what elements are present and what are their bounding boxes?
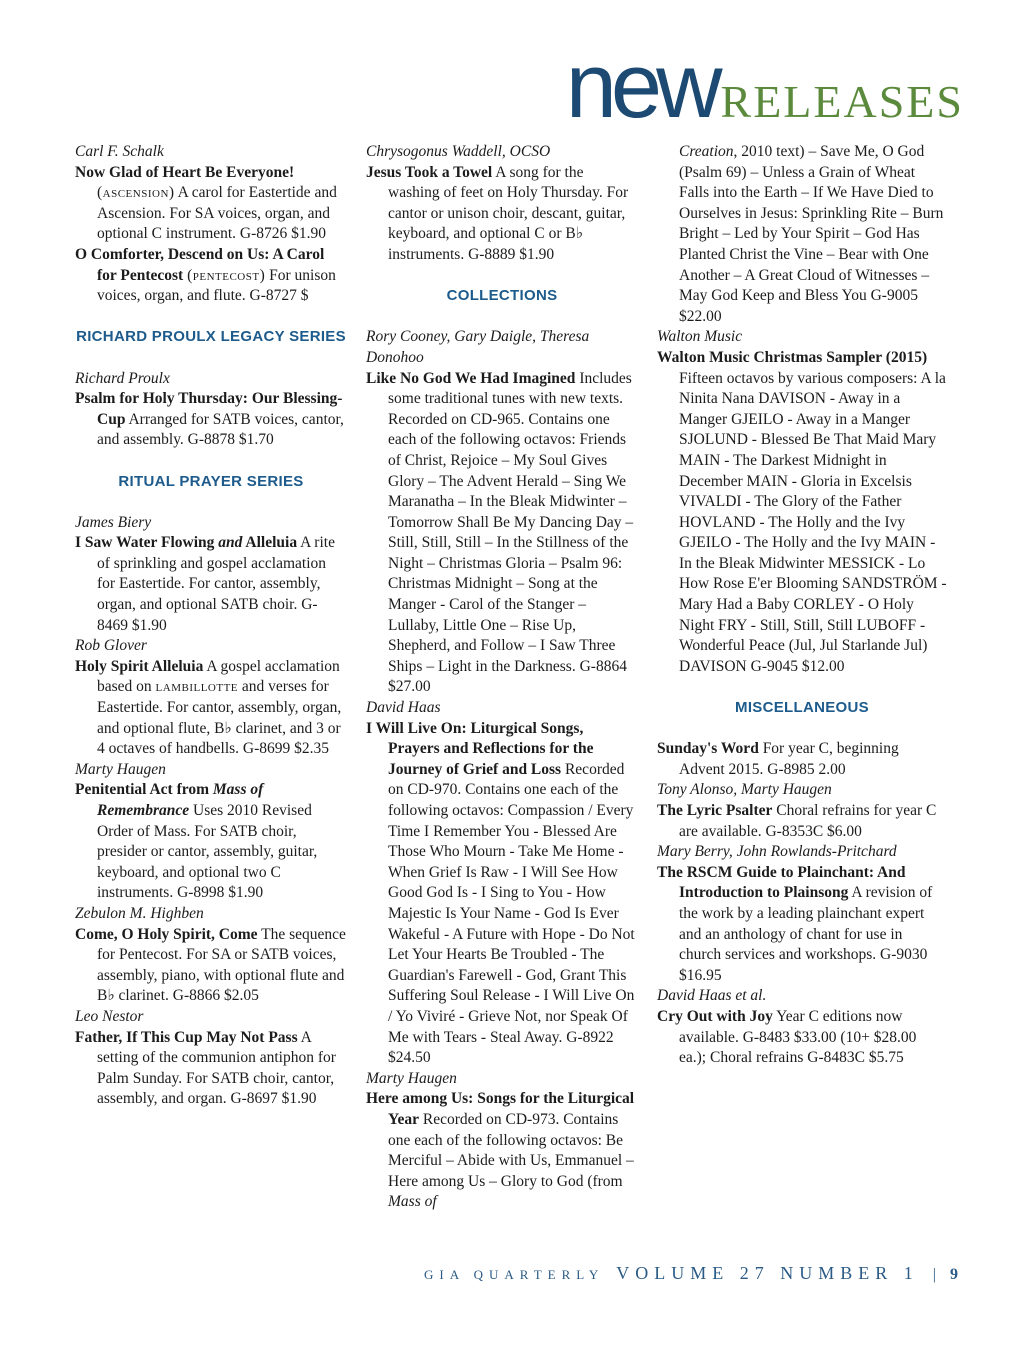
- text-run: The sequence for Pentecost. For SA or SATB voices, assembly, piano, with optional flute and B♭ clarinet. G-8866 $2.05: [97, 925, 346, 1005]
- text-run: Recorded on CD-973. Contains one each of the following octavos: Be Merciful – Abide with Us, Emmanuel – Here among Us – Glory to God (from: [388, 1110, 634, 1190]
- text-run: I Saw Water Flowing: [75, 534, 219, 552]
- author-name: Walton Music: [657, 328, 743, 346]
- author-name: Tony Alonso, Marty Haugen: [657, 781, 832, 799]
- small-caps-text: (pentecost): [187, 266, 266, 284]
- text-run: O Comforter, Descend on Us: A Carol for Pentecost: [75, 245, 325, 284]
- release-entry: [657, 801, 947, 842]
- author-name: Carl F. Schalk: [75, 143, 164, 160]
- column-1: [75, 142, 347, 1110]
- footer-volume: VOLUME 27 NUMBER 1: [616, 1263, 919, 1283]
- release-entry: [657, 863, 947, 987]
- masthead: [565, 35, 964, 137]
- release-description: [388, 761, 635, 1066]
- text-run: Alleluia: [242, 534, 298, 552]
- text-run: A carol for Eastertide and Ascension. For SA voices, organ, and optional C instrument. G-8726 $1.90: [97, 184, 337, 243]
- small-caps-text: lambillotte: [155, 678, 239, 696]
- release-entry: [75, 533, 347, 636]
- release-title: [657, 740, 759, 757]
- author-name: Marty Haugen: [366, 1069, 457, 1087]
- release-entry: [75, 925, 347, 1007]
- footer-publication: GIA QUARTERLY: [424, 1267, 605, 1282]
- text-run: Uses 2010 Revised Order of Mass. For SATB choir, presider or cantor, assembly, guitar, keyboard, and optional two C instruments. G-8998 $1.90: [97, 802, 318, 902]
- text-run: Choral refrains for year C are available. G-8353C $6.00: [679, 802, 937, 840]
- section-heading: RITUAL PRAYER SERIES: [118, 472, 304, 490]
- masthead-new: new: [565, 35, 717, 137]
- text-run: A song for the washing of feet on Holy Thursday. For cantor or unison choir, descant, guitar, keyboard, and optional C or B♭ instruments. G-8889 $1.90: [388, 163, 629, 263]
- page-footer: [0, 1263, 958, 1284]
- author-name: Zebulon M. Highben: [75, 904, 204, 922]
- release-entry: [657, 1007, 947, 1069]
- text-run: I Will Live On: Liturgical Songs, Prayers and Reflections for the Journey of Grief and Loss: [366, 719, 594, 778]
- release-title: [657, 802, 772, 819]
- release-title: [75, 926, 258, 943]
- text-run: Year C editions now available. G-8483 $33.00 (10+ $28.00 ea.); Choral refrains G-8483C $5.75: [679, 1007, 917, 1067]
- release-title: [366, 720, 593, 778]
- text-run: A setting of the communion antiphon for Palm Sunday. For SATB choir, cantor, assembly, and organ. G-8697 $1.90: [97, 1028, 336, 1108]
- release-description: [679, 370, 947, 675]
- text-run: Cry Out with Joy: [657, 1007, 773, 1025]
- section-heading: MISCELLANEOUS: [735, 699, 869, 717]
- release-title: [657, 349, 927, 366]
- column-3: [657, 142, 947, 1069]
- text-run: Like No God We Had Imagined: [366, 369, 576, 387]
- entry-continuation: [657, 142, 947, 327]
- release-entry: [366, 369, 638, 699]
- text-run: For year C, beginning Advent 2015. G-8985 2.00: [679, 740, 899, 778]
- italic-text: Mass of: [388, 1193, 437, 1211]
- page-number: 9: [950, 1266, 958, 1283]
- release-title: [657, 1008, 773, 1025]
- release-description: [388, 370, 633, 696]
- author-name: David Haas et al.: [657, 987, 767, 1005]
- text-run: , 2010 text) – Save Me, O God (Psalm 69) – Unless a Grain of Wheat Falls into the Earth – If We Have Died to Ourselves in Jesus: Sprinkling Rite – Burn Bright – Led by Your Spirit – God Has Planted Christ the Vine – Bear with One Another – A Great Cloud of Witnesses – May God Keep and Bless You G-9005 $22.00: [679, 143, 944, 325]
- text-run: and verses for Eastertide. For cantor, assembly, organ, and optional flute, B♭ clarinet, and 3 or 4 octaves of handbells. G-8699 $2.35: [97, 678, 342, 758]
- author-name: Richard Proulx: [75, 369, 170, 387]
- author-name: Chrysogonus Waddell, OCSO: [366, 143, 551, 160]
- author-name: James Biery: [75, 513, 152, 531]
- text-run: Walton Music Christmas Sampler (2015): [657, 348, 928, 366]
- text-run: Fifteen octavos by various composers: A la Ninita Nana DAVISON - Away in a Manger GJEILO - Away in a Manger SJOLUND - Blessed Be That Maid Mary MAIN - The Darkest Midnight in December MAIN - Gloria in Excelsis VIVALDI - The Glory of the Father HOVLAND - The Holly and the Ivy GJEILO - The Holly and the Ivy MAIN - In the Bleak Midwinter MESSICK - Lo How Rose E'er Blooming SANDSTRÖM - Mary Had a Baby CORLEY - O Holy Night FRY - Still, Still, Still LUBOFF - Wonderful Peace (Jul, Jul Starlande Jul) DAVISON G-9045 $12.00: [679, 369, 947, 675]
- author-name: David Haas: [366, 699, 441, 717]
- text-run: Includes some traditional tunes with new texts. Recorded on CD-965. Contains one each of the following octavos: Friends of Christ, Rejoice – My Soul Gives Glory – The Advent Herald – Sing We Maranatha – In the Bleak Midwinter – Tomorrow Shall Be My Dancing Day – Still, Still, Still – In the Stillness of the Night – Christmas Gloria – Psalm 96: Christmas Midnight – Song at the Manger - Carol of the Stanger – Lullaby, Little One – Rise Up, Shepherd, and Follow – I Saw Three Ships – Light in the Darkness. G-8864 $27.00: [388, 369, 634, 696]
- text-run: For unison voices, organ, and flute. G-8727 $: [97, 266, 336, 305]
- section-heading: RICHARD PROULX LEGACY SERIES: [76, 328, 346, 346]
- text-run: Now Glad of Heart Be Everyone!: [75, 163, 295, 181]
- release-entry: [366, 1089, 638, 1213]
- release-title: [75, 534, 297, 551]
- masthead-releases: RELEASES: [720, 76, 964, 127]
- text-run: A revision of the work by a leading plainchant expert and an anthology of chant for use in church services and workshops. G-9030 $16.95: [679, 884, 933, 984]
- author-name: Rob Glover: [75, 637, 147, 655]
- release-title: [75, 658, 203, 675]
- release-title: [75, 164, 294, 181]
- text-run: Penitential Act from: [75, 781, 213, 799]
- release-entry: [75, 163, 347, 245]
- release-title: [75, 1029, 298, 1046]
- release-entry: [366, 719, 638, 1069]
- footer-separator: |: [932, 1266, 936, 1283]
- release-entry: [75, 1028, 347, 1110]
- small-caps-text: (ascension): [97, 184, 175, 202]
- text-run: A rite of sprinkling and gospel acclamation for Eastertide. For cantor, assembly, organ, and optional SATB choir. G-8469 $1.90: [97, 534, 335, 634]
- release-entry: [75, 245, 347, 307]
- italic-text: and: [218, 534, 243, 552]
- release-title: [366, 370, 575, 387]
- release-entry: [657, 348, 947, 678]
- text-run: Psalm for Holy Thursday: Our Blessing-Cup: [75, 390, 343, 428]
- release-description: [97, 184, 337, 242]
- text-run: Sunday's Word: [657, 740, 759, 758]
- text-run: Jesus Took a Towel: [366, 163, 493, 181]
- release-title: [366, 164, 492, 181]
- text-run: Recorded on CD-970. Contains one each of the following octavos: Compassion / Every Time I Remember You - Blessed Are Those Who Mourn - Take Me Home - When Grief Is Raw - I Will See How Good God Is - I Sing to You - How Majestic Is Your Name - God Is Ever Wakeful - A Future with Hope - Do Not Let Your Hearts Be Troubled - The Guardian's Farewell - God, Grant This Suffering Soul Release - I Will Live On / Yo Viviré - Grieve Not, nor Speak Of Me with Tears - Steal Away. G-8922 $24.50: [388, 760, 635, 1067]
- author-name: Leo Nestor: [75, 1007, 144, 1025]
- text-run: Holy Spirit Alleluia: [75, 657, 204, 675]
- column-2: [366, 142, 638, 1213]
- release-entry: [657, 739, 947, 780]
- text-run: The RSCM Guide to Plainchant: And Introduction to Plainsong: [657, 863, 906, 902]
- text-run: Father, If This Cup May Not Pass: [75, 1028, 298, 1046]
- text-run: The Lyric Psalter: [657, 802, 773, 819]
- author-name: Marty Haugen: [75, 760, 166, 778]
- text-run: Arranged for SATB voices, cantor, and assembly. G-8878 $1.70: [97, 410, 344, 449]
- italic-text: Mass of Remembrance: [97, 781, 264, 819]
- release-entry: [75, 657, 347, 760]
- italic-text: Creation: [679, 143, 734, 160]
- release-entry: [366, 163, 638, 266]
- author-name: Mary Berry, John Rowlands-Pritchard: [657, 843, 897, 861]
- release-entry: [75, 780, 347, 904]
- release-description: [388, 1111, 634, 1210]
- author-name: Rory Cooney, Gary Daigle, Theresa Donohoo: [366, 328, 590, 366]
- release-entry: [75, 389, 347, 451]
- text-run: Come, O Holy Spirit, Come: [75, 925, 258, 943]
- release-description: [97, 411, 344, 449]
- text-run: A gospel acclamation based on: [97, 657, 340, 696]
- section-heading: COLLECTIONS: [446, 287, 558, 305]
- text-run: Here among Us: Songs for the Liturgical Year: [366, 1090, 635, 1128]
